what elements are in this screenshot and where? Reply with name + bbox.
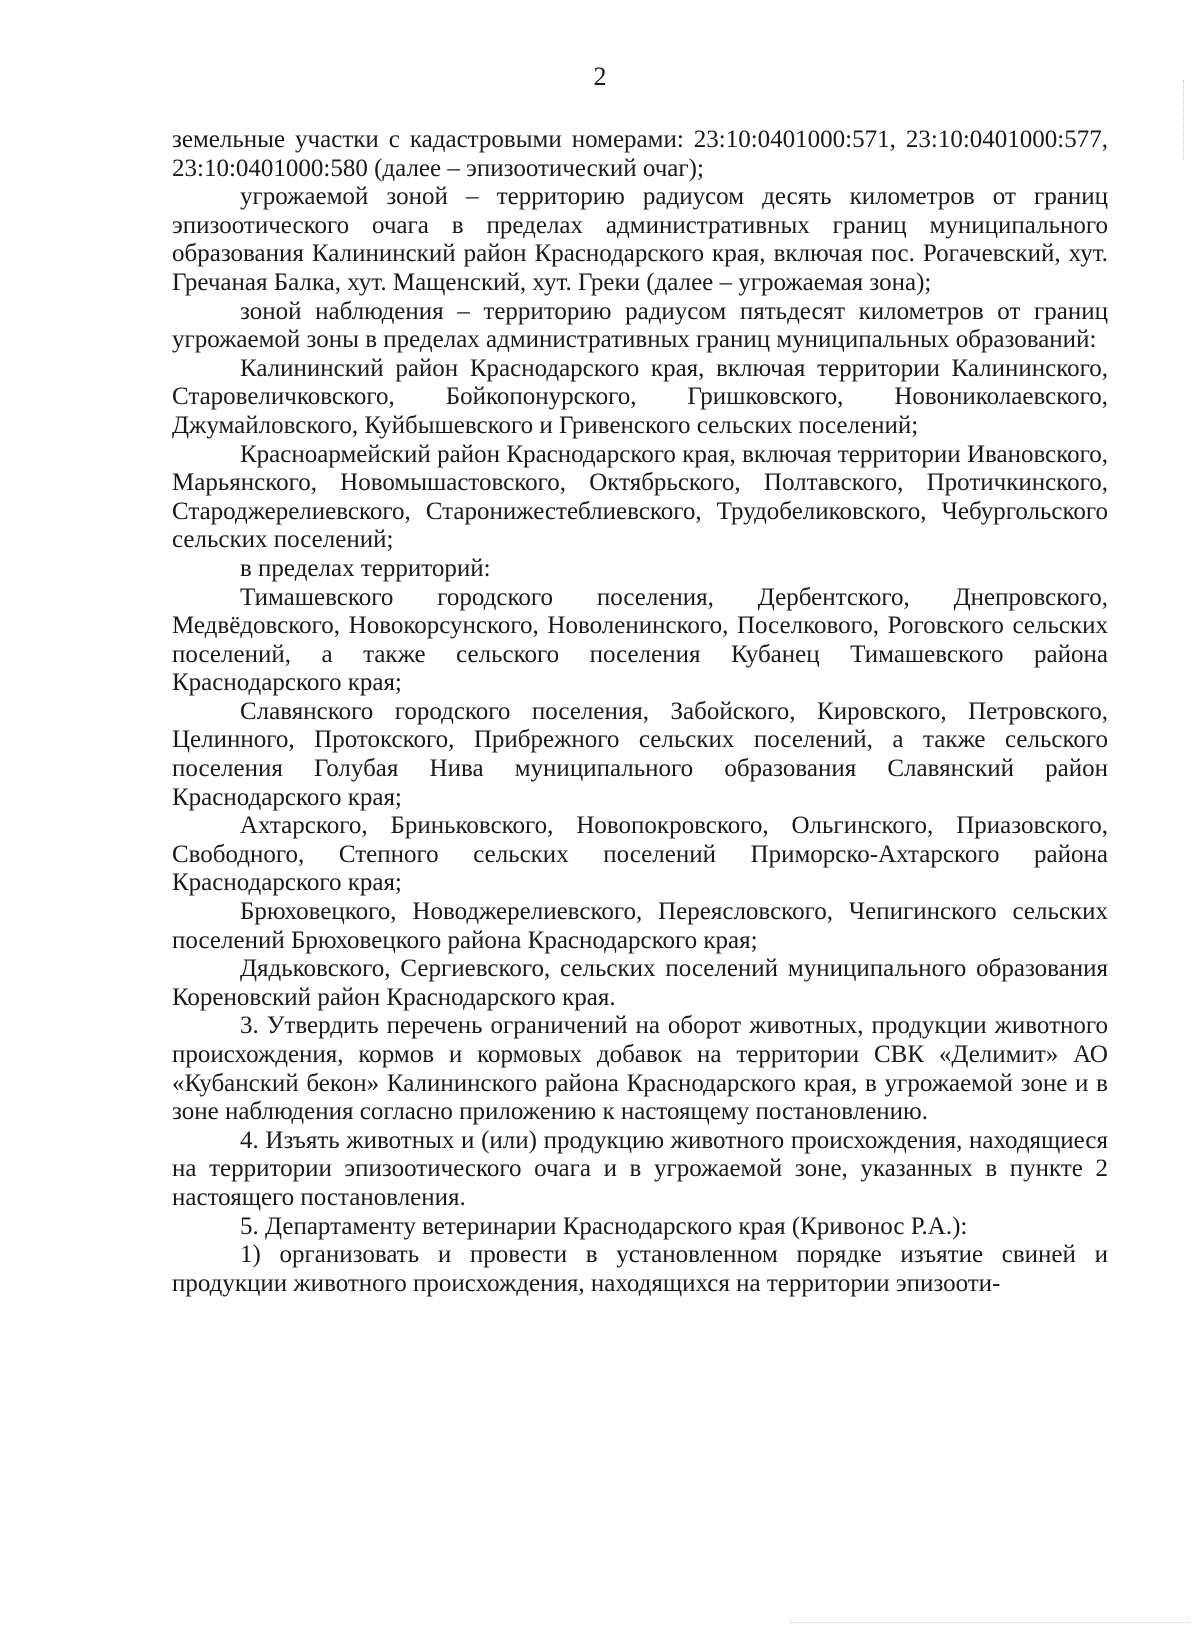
scan-edge-artifact [1182,80,1184,160]
paragraph-bryukhovetskaya: Брюховецкого, Новоджерелиевского, Переясловского, Чепигинского сельских поселений Брюховецкого района Краснодарского края; [172,898,1108,954]
paragraph-item-3: 3. Утвердить перечень ограничений на оборот животных, продукции животного происхождения, кормов и кормовых добавок на территории СВК «Делимит» АО «Кубанский бекон» Калининского района Краснодарского края, в угрожаемой зоне и в зоне наблюдения согласно приложению к настоящему постановлению. [172,1012,1108,1126]
paragraph-item-5-1: 1) организовать и провести в установленном порядке изъятие свиней и продукции животного происхождения, находящихся на территории эпизооти- [172,1241,1108,1297]
paragraph-threatened-zone: угрожаемой зоной – территорию радиусом десять километров от границ эпизоотического очага в пределах административных границ муниципального образования Калининский район Краснодарского края, включая пос. Рогачевский, хут. Гречаная Балка, хут. Мащенский, хут. Греки (далее – угрожаемая зона); [172,183,1108,296]
paragraph-cadastral-plots: земельные участки с кадастровыми номерами: 23:10:0401000:571, 23:10:0401000:577, 23:10:0401000:580 (далее – эпизоотический очаг); [172,126,1108,182]
paragraph-item-4: 4. Изъять животных и (или) продукцию животного происхождения, находящиеся на территории эпизоотического очага и в угрожаемой зоне, указанных в пункте 2 настоящего постановления. [172,1126,1108,1211]
paragraph-within-territories: в пределах территорий: [240,554,491,582]
paragraph-korenovsk: Дядьковского, Сергиевского, сельских поселений муниципального образования Кореновский район Краснодарского края. [172,955,1108,1011]
paragraph-krasnoarmeysky-district: Красноармейский район Краснодарского края, включая территории Ивановского, Марьянского, Новомышастовского, Октябрьского, Полтавского, Протичкинского, Староджерелиевского, Старонижестеблиевского, Трудобеликовского, Чебургольского сельских поселений; [172,440,1108,554]
paragraph-observation-zone: зоной наблюдения – территорию радиусом пятьдесят километров от границ угрожаемой зоны в пределах административных границ муниципальных образований: [172,297,1108,354]
document-body [172,126,1108,1298]
paragraph-item-5: 5. Департаменту ветеринарии Краснодарского края (Кривонос Р.А.): [240,1212,968,1240]
paragraph-primorsko-akhtarsk: Ахтарского, Бриньковского, Новопокровского, Ольгинского, Приазовского, Свободного, Степного сельских поселений Приморско-Ахтарского района Краснодарского края; [172,812,1108,897]
paragraph-kalininsky-district: Калининский район Краснодарского края, включая территории Калининского, Старовеличковского, Бойкопонурского, Гришковского, Новониколаевского, Джумайловского, Куйбышевского и Гривенского сельских поселений; [172,354,1108,439]
paragraph-slavyansk: Славянского городского поселения, Забойского, Кировского, Петровского, Целинного, Протокского, Прибрежного сельских поселений, а также сельского поселения Голубая Нива муниципального образования Славянский район Краснодарского края; [172,697,1108,811]
paragraph-timashevsk: Тимашевского городского поселения, Дербентского, Днепровского, Медвёдовского, Новокорсунского, Новоленинского, Поселкового, Роговского сельских поселений, а также сельского поселения Кубанец Тимашевского района Краснодарского края; [172,583,1108,697]
scan-bottom-artifact [790,1622,1190,1624]
page-number: 2 [593,62,607,91]
